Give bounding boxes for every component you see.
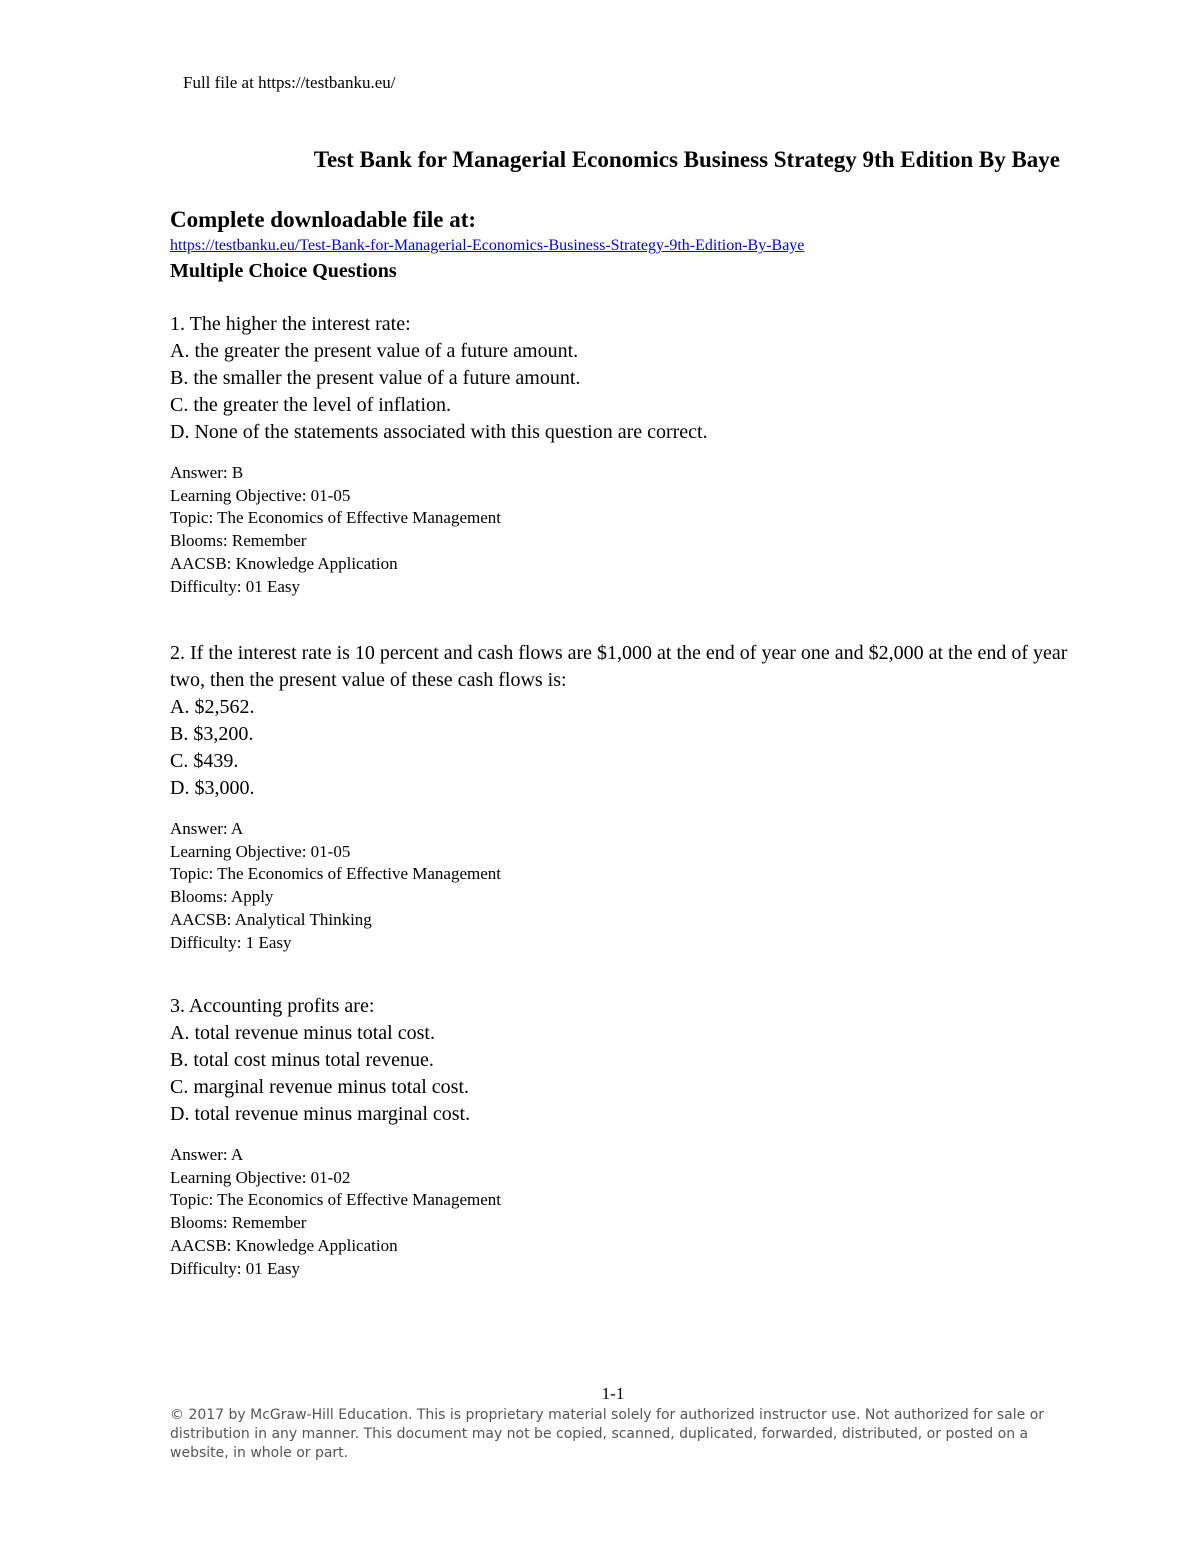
question-stem: 1. The higher the interest rate:	[170, 313, 411, 335]
answer-line: Answer: B	[170, 463, 244, 482]
section-heading: Multiple Choice Questions	[170, 260, 397, 282]
blooms-line: Blooms: Remember	[170, 531, 307, 551]
answer-line: Answer: A	[170, 819, 244, 838]
aacsb-line: AACSB: Knowledge Application	[170, 553, 398, 573]
topic-line: Topic: The Economics of Effective Management	[170, 1190, 501, 1210]
learning-objective-line: Learning Objective: 01-02	[170, 1167, 351, 1187]
question-3	[170, 993, 1070, 1280]
download-heading: Complete downloadable file at:	[170, 207, 477, 232]
option-c: C. $439.	[170, 750, 239, 772]
option-b: B. $3,200.	[170, 723, 254, 745]
option-d: D. total revenue minus marginal cost.	[170, 1103, 471, 1125]
question-metadata	[170, 462, 1070, 598]
answer-options	[170, 694, 1070, 802]
difficulty-line: Difficulty: 01 Easy	[170, 1258, 300, 1278]
question-stem: 3. Accounting profits are:	[170, 995, 375, 1017]
answer-line: Answer: A	[170, 1145, 244, 1164]
topic-line: Topic: The Economics of Effective Management	[170, 508, 501, 528]
question-metadata	[170, 818, 1070, 954]
answer-options	[170, 338, 1070, 446]
learning-objective-line: Learning Objective: 01-05	[170, 485, 351, 505]
option-d: D. None of the statements associated with this question are correct.	[170, 421, 708, 443]
answer-options	[170, 1020, 1070, 1128]
option-a: A. total revenue minus total cost.	[170, 1022, 435, 1044]
learning-objective-line: Learning Objective: 01-05	[170, 841, 351, 861]
option-b: B. total cost minus total revenue.	[170, 1049, 434, 1071]
document-title: Test Bank for Managerial Economics Business Strategy 9th Edition By Baye	[313, 147, 1060, 172]
option-d: D. $3,000.	[170, 777, 255, 799]
option-a: A. the greater the present value of a future amount.	[170, 340, 579, 362]
option-c: C. the greater the level of inflation.	[170, 394, 452, 416]
header-note: Full file at https://testbanku.eu/	[183, 73, 396, 92]
page-number: 1-1	[601, 1384, 625, 1403]
topic-line: Topic: The Economics of Effective Management	[170, 864, 501, 884]
option-c: C. marginal revenue minus total cost.	[170, 1076, 470, 1098]
option-a: A. $2,562.	[170, 696, 255, 718]
difficulty-line: Difficulty: 01 Easy	[170, 576, 300, 596]
aacsb-line: AACSB: Knowledge Application	[170, 1235, 398, 1255]
blooms-line: Blooms: Apply	[170, 887, 274, 907]
question-metadata	[170, 1144, 1070, 1280]
option-b: B. the smaller the present value of a future amount.	[170, 367, 581, 389]
download-link[interactable]: https://testbanku.eu/Test-Bank-for-Managerial-Economics-Business-Strategy-9th-Edition-By-Baye	[170, 237, 805, 254]
question-2	[170, 640, 1070, 954]
difficulty-line: Difficulty: 1 Easy	[170, 932, 292, 952]
aacsb-line: AACSB: Analytical Thinking	[170, 909, 372, 929]
question-stem: 2. If the interest rate is 10 percent and cash flows are $1,000 at the end of year one and $2,000 at the end of year two, then the present value of these cash flows is:	[170, 642, 1068, 691]
question-1	[170, 311, 1070, 598]
copyright-notice: © 2017 by McGraw-Hill Education. This is proprietary material solely for authorized instructor use. Not authorized for sale or distribution in any manner. This document may not be copied, scanned, duplicated, forwarded, distributed, or posted on a website, in whole or part.	[170, 1407, 1045, 1461]
blooms-line: Blooms: Remember	[170, 1213, 307, 1233]
